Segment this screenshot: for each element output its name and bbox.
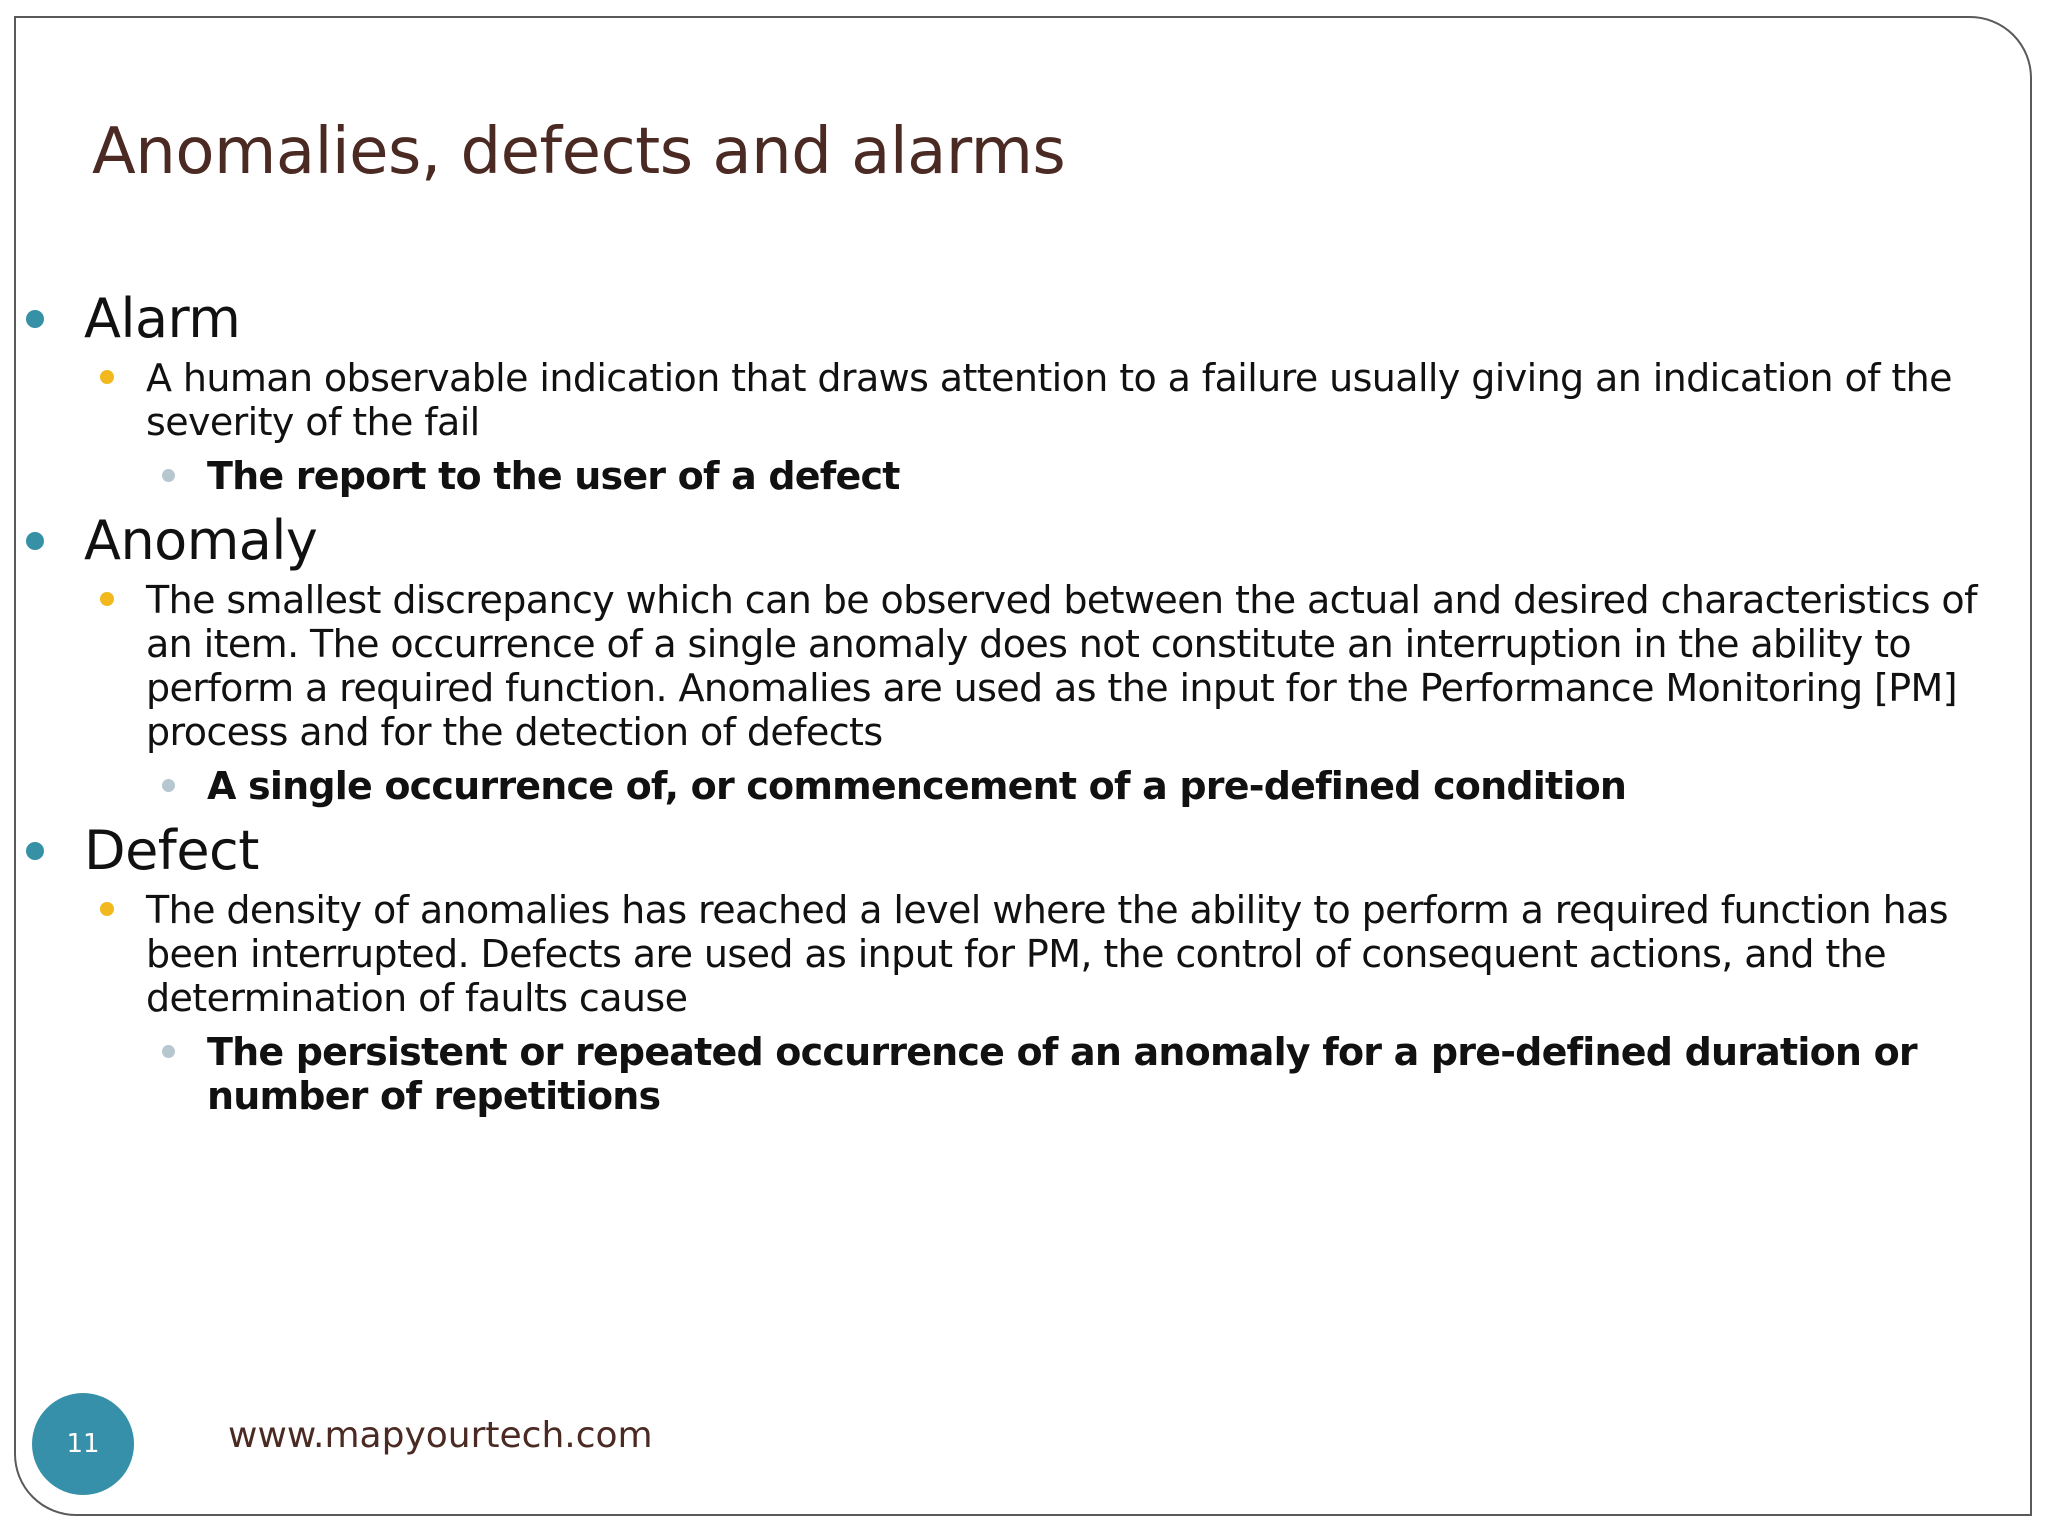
bullet-anomaly (16, 510, 2016, 572)
summary-text: The persistent or repeated occurrence of an anomaly for a pre-defined duration or number of repetitions (207, 1030, 1917, 1118)
definition-text: The smallest discrepancy which can be observed between the actual and desired characteristics of an item. The occurrence of a single anomaly does not constitute an interruption in the ability to perform a required function. Anomalies are used as the input for the Performance Monitoring [PM] process and for the detection of defects (146, 578, 1977, 754)
definition-text: A human observable indication that draws attention to a failure usually giving an indication of the severity of the fail (146, 356, 1952, 444)
teal-dot-bullet-icon (26, 310, 44, 328)
grey-dot-bullet-icon (162, 469, 175, 482)
bullet-defect-summary (16, 1030, 2016, 1118)
bullet-alarm-summary (16, 454, 2016, 498)
footer-url[interactable]: www.mapyourtech.com (228, 1415, 653, 1456)
bullet-heading: Anomaly (84, 509, 318, 572)
bullet-defect (16, 820, 2016, 882)
slide (14, 16, 2032, 1516)
bullet-anomaly-definition (16, 578, 2016, 754)
bullet-heading: Defect (84, 819, 259, 882)
teal-dot-bullet-icon (26, 532, 44, 550)
bullet-alarm-definition (16, 356, 2016, 444)
bullet-alarm (16, 288, 2016, 350)
teal-dot-bullet-icon (26, 842, 44, 860)
slide-title: Anomalies, defects and alarms (92, 115, 1066, 189)
page-number-badge: 11 (32, 1393, 134, 1495)
grey-dot-bullet-icon (162, 1045, 175, 1058)
bullet-defect-definition (16, 888, 2016, 1020)
definition-text: The density of anomalies has reached a level where the ability to perform a required function has been interrupted. Defects are used as input for PM, the control of consequent actions, and the determination of faults cause (146, 888, 1948, 1020)
bullet-anomaly-summary (16, 764, 2016, 808)
yellow-dot-bullet-icon (100, 902, 114, 916)
summary-text: The report to the user of a defect (207, 454, 900, 498)
yellow-dot-bullet-icon (100, 370, 114, 384)
bullet-heading: Alarm (84, 287, 241, 350)
yellow-dot-bullet-icon (100, 592, 114, 606)
grey-dot-bullet-icon (162, 779, 175, 792)
slide-content (16, 288, 2016, 1130)
summary-text: A single occurrence of, or commencement of a pre-defined condition (207, 764, 1627, 808)
